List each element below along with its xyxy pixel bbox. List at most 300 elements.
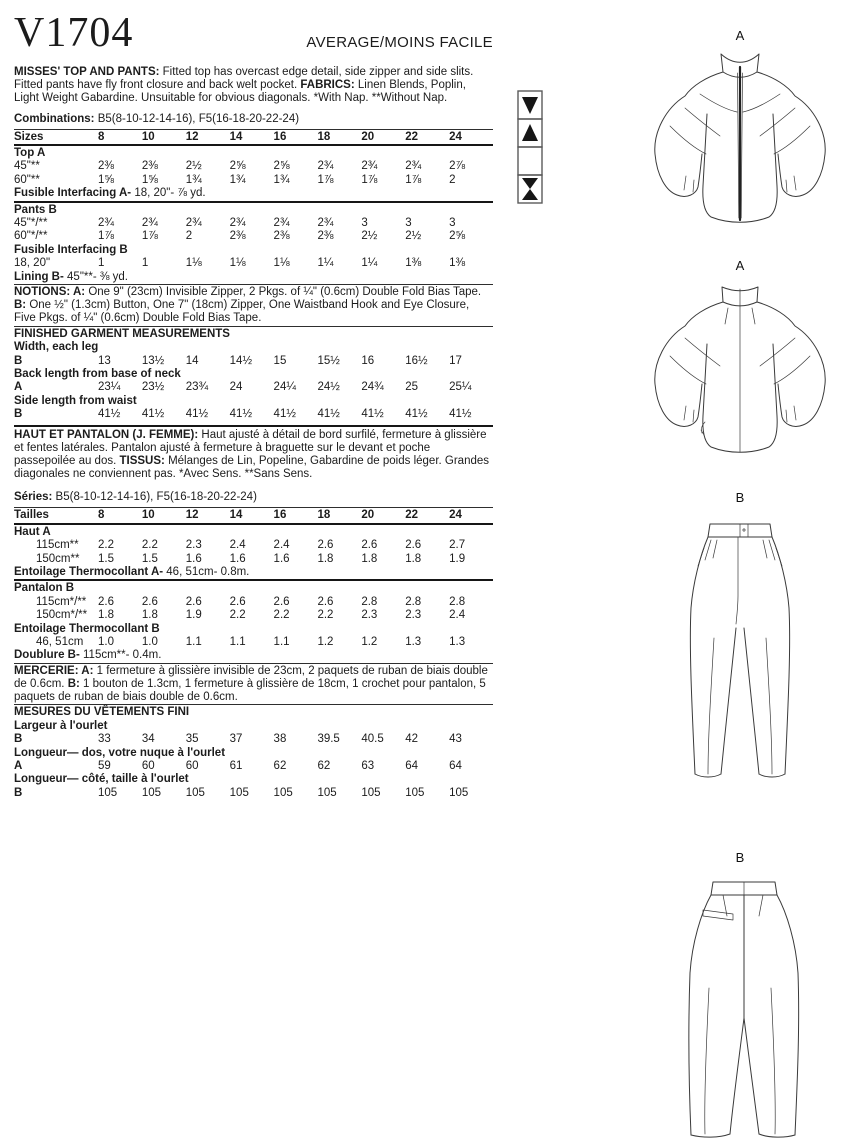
row-values bbox=[98, 230, 493, 243]
table-row bbox=[14, 636, 493, 649]
measure-group-label: Back length from base of neck bbox=[14, 367, 181, 380]
row-values bbox=[98, 217, 493, 230]
table-cell: 18 bbox=[317, 509, 331, 522]
table-cell: 15 bbox=[273, 354, 287, 367]
notions-a-text: One 9" (23cm) Invisible Zipper, 2 Pkgs. of ¼" (0.6cm) Double Fold Bias Tape. bbox=[85, 286, 482, 299]
table-cell: 1⅛ bbox=[229, 257, 246, 270]
table-cell: 41½ bbox=[98, 408, 121, 421]
table-cell: 43 bbox=[449, 733, 462, 746]
table-cell: 2¾ bbox=[317, 160, 334, 173]
interfacing-note-a-label: Fusible Interfacing A- bbox=[14, 187, 132, 200]
description-fr bbox=[14, 425, 493, 482]
table-cell: 1⅜ bbox=[405, 257, 422, 270]
table-cell: 1⅞ bbox=[98, 230, 114, 243]
description-fr-body: Haut ajusté à détail de bord surfilé, fermeture à glissière et fentes latérales. Pantalon ajusté à fermeture à braguette sur le devant et poche passepoilée au dos. bbox=[14, 428, 487, 467]
measure-group-label: Largeur à l'ourlet bbox=[14, 719, 108, 732]
table-cell: 105 bbox=[449, 786, 469, 799]
table-cell: 2¾ bbox=[98, 217, 114, 230]
table-cell: 23¼ bbox=[98, 381, 121, 394]
notions-b-label: B: bbox=[14, 299, 27, 312]
table-cell: 2.6 bbox=[317, 595, 334, 608]
table-cell: 41½ bbox=[317, 408, 340, 421]
table-cell: 2.2 bbox=[273, 609, 290, 622]
info-panel bbox=[14, 6, 493, 800]
table-cell: 1¼ bbox=[361, 257, 378, 270]
mercerie-a-label: A: bbox=[78, 664, 94, 677]
table-cell: 1.1 bbox=[185, 636, 202, 648]
row-label: 45"*/** bbox=[14, 217, 48, 230]
row-label: 45"** bbox=[14, 160, 40, 173]
table-cell: 1.1 bbox=[229, 636, 246, 648]
row-label: B bbox=[14, 408, 23, 421]
table-cell: 1.8 bbox=[141, 609, 158, 622]
notions bbox=[14, 284, 493, 326]
table-row bbox=[14, 609, 493, 622]
table-row bbox=[14, 553, 493, 566]
row-label: B bbox=[14, 733, 23, 746]
table-cell: 2.6 bbox=[405, 539, 422, 552]
table-cell: 3 bbox=[361, 217, 368, 230]
table-cell: 2¾ bbox=[229, 217, 246, 230]
row-label: 115cm*/** bbox=[36, 595, 87, 608]
table-cell: 14 bbox=[185, 354, 199, 367]
table-cell: 1⅛ bbox=[273, 257, 290, 270]
table-cell: 40.5 bbox=[361, 733, 384, 746]
table-cell: 64 bbox=[449, 760, 462, 773]
table-cell: 1.9 bbox=[185, 609, 202, 622]
description-en-body: Fitted top has overcast edge detail, side zipper and side slits. Fitted pants have fly front closure and back welt pocket. bbox=[14, 66, 474, 92]
row-label: 150cm*/** bbox=[36, 609, 88, 622]
lining-note-b-value: 45"**- ⅜ yd. bbox=[63, 270, 128, 283]
row-label: B bbox=[14, 354, 23, 367]
table-cell: 1.8 bbox=[405, 552, 422, 565]
row-label: 46, 51cm bbox=[36, 636, 84, 648]
row-values bbox=[98, 636, 493, 649]
table-cell: 14½ bbox=[229, 354, 253, 367]
table-row bbox=[14, 160, 493, 173]
nap-up-triangle-icon bbox=[522, 124, 538, 141]
table-cell: 2 bbox=[449, 173, 456, 186]
table-cell: 2.3 bbox=[405, 609, 422, 622]
mercerie bbox=[14, 663, 493, 705]
tailles-header-label: Tailles bbox=[14, 509, 49, 522]
table-cell: 1⅝ bbox=[98, 173, 114, 186]
table-cell: 1¼ bbox=[317, 257, 334, 270]
illustration-pants-b-back bbox=[675, 850, 805, 1140]
table-cell: 41½ bbox=[405, 408, 428, 421]
table-cell: 3 bbox=[449, 217, 456, 230]
row-values bbox=[98, 408, 493, 421]
table-cell: 39.5 bbox=[317, 733, 340, 746]
row-label: 60"** bbox=[14, 173, 40, 186]
tailles-header-row bbox=[14, 507, 493, 522]
table-cell: 1.6 bbox=[273, 552, 290, 565]
table-cell: 105 bbox=[141, 786, 162, 799]
measure-group-label: Side length from waist bbox=[14, 394, 137, 407]
table-cell: 105 bbox=[405, 786, 425, 799]
table-row bbox=[14, 230, 493, 243]
entoilage-note-a-value: 46, 51cm- 0.8m. bbox=[163, 565, 250, 578]
table-cell: 13½ bbox=[141, 354, 165, 367]
table-cell: 2.2 bbox=[98, 539, 114, 552]
table-cell: 14 bbox=[229, 509, 243, 522]
table-cell: 2.2 bbox=[229, 609, 246, 622]
top-a-back-drawing bbox=[640, 276, 840, 461]
measure-group-label: Longueur— côté, taille à l'ourlet bbox=[14, 773, 189, 786]
measure-row bbox=[14, 381, 493, 394]
table-cell: 2.8 bbox=[361, 595, 378, 608]
table-cell: 1 bbox=[98, 257, 105, 270]
table-cell: 2¾ bbox=[361, 160, 378, 173]
table-cell: 1.8 bbox=[98, 609, 114, 622]
table-cell: 24 bbox=[229, 381, 243, 394]
sizes-header-values bbox=[98, 131, 493, 144]
row-label: 60"*/** bbox=[14, 230, 48, 243]
fabrics-text-fr: Mélanges de Lin, Popeline, Gabardine de poids léger. Grandes diagonales ne conviennent pas. *Avec Sens. **Sans Sens. bbox=[14, 454, 490, 481]
measure-row bbox=[14, 355, 493, 368]
table-cell: 41½ bbox=[361, 408, 384, 421]
table-cell: 23½ bbox=[141, 381, 165, 394]
table-cell: 2⅝ bbox=[449, 230, 466, 243]
illustration-top-a-back bbox=[640, 258, 840, 461]
table-row bbox=[14, 217, 493, 230]
masthead bbox=[14, 6, 493, 56]
interfacing-note-a-value: 18, 20"- ⅞ yd. bbox=[131, 187, 206, 200]
table-cell: 1¾ bbox=[229, 173, 246, 186]
table-cell: 2⅝ bbox=[229, 160, 246, 173]
row-values bbox=[98, 257, 493, 270]
section-title-haut-a: Haut A bbox=[14, 525, 51, 538]
table-row bbox=[14, 596, 493, 609]
table-cell: 2⅜ bbox=[229, 230, 246, 243]
table-cell: 2.4 bbox=[273, 539, 290, 552]
table-cell: 25 bbox=[405, 381, 419, 394]
pattern-number: V1704 bbox=[14, 10, 134, 56]
table-cell: 22 bbox=[405, 509, 419, 522]
table-cell: 8 bbox=[98, 509, 105, 522]
table-cell: 8 bbox=[98, 130, 105, 143]
notions-b-text: One ½" (1.3cm) Button, One 7" (18cm) Zipper, One Waistband Hook and Eye Closure, Five Pkgs. of ¼" (0.6cm) Double Fold Bias Tape. bbox=[14, 299, 470, 325]
table-cell: 1.2 bbox=[317, 636, 334, 648]
table-cell: 60 bbox=[141, 760, 155, 773]
table-cell: 1.5 bbox=[98, 552, 114, 565]
table-cell: 20 bbox=[361, 509, 375, 522]
table-cell: 24½ bbox=[317, 381, 340, 394]
series-label: Séries: bbox=[14, 491, 53, 504]
section-top-a bbox=[14, 144, 493, 201]
table-cell: 1.0 bbox=[141, 636, 158, 648]
table-cell: 1.3 bbox=[449, 636, 466, 648]
table-cell: 35 bbox=[185, 733, 199, 746]
fabrics-label-en: FABRICS: bbox=[300, 79, 355, 92]
series-value: B5(8-10-12-14-16), F5(16-18-20-22-24) bbox=[52, 491, 257, 504]
nap-down-triangle-icon bbox=[522, 97, 538, 114]
without-nap-hourglass-bottom-icon bbox=[522, 189, 538, 200]
metrage-table-fr bbox=[14, 507, 493, 662]
table-cell: 1.6 bbox=[185, 552, 202, 565]
section-title-pants-b: Pants B bbox=[14, 203, 57, 216]
table-cell: 22 bbox=[405, 130, 419, 143]
table-cell: 1.9 bbox=[449, 552, 466, 565]
measure-group-label: Longueur— dos, votre nuque à l'ourlet bbox=[14, 746, 226, 759]
table-cell: 62 bbox=[317, 760, 331, 773]
entoilage-title-b: Entoilage Thermocollant B bbox=[14, 622, 160, 635]
row-values bbox=[98, 355, 493, 368]
table-cell: 2.8 bbox=[405, 595, 422, 608]
table-row bbox=[14, 257, 493, 270]
doublure-note-b-label: Doublure B- bbox=[14, 649, 80, 662]
row-label: A bbox=[14, 381, 23, 394]
combinations-en bbox=[14, 113, 493, 126]
sizes-header-label: Sizes bbox=[14, 130, 44, 143]
row-values bbox=[98, 760, 493, 773]
table-cell: 2¾ bbox=[185, 217, 202, 230]
table-cell: 18 bbox=[317, 130, 331, 143]
table-cell: 2½ bbox=[405, 230, 422, 243]
section-haut-a bbox=[14, 523, 493, 580]
cutting-layout-symbols bbox=[517, 90, 543, 211]
description-en bbox=[14, 66, 493, 106]
measure-row bbox=[14, 787, 493, 800]
series-fr bbox=[14, 491, 493, 504]
row-values bbox=[98, 160, 493, 173]
table-cell: 2⅜ bbox=[317, 230, 334, 243]
table-cell: 105 bbox=[317, 786, 337, 799]
mercerie-a-text: 1 fermeture à glissière invisible de 23cm, 2 paquets de ruban de biais double de 0.6cm. bbox=[14, 664, 488, 691]
description-fr-lead: HAUT ET PANTALON (J. FEMME): bbox=[14, 428, 199, 441]
table-cell: 1⅞ bbox=[405, 173, 422, 186]
table-cell: 64 bbox=[405, 760, 419, 773]
row-values bbox=[98, 596, 493, 609]
table-cell: 14 bbox=[229, 130, 243, 143]
table-cell: 1⅞ bbox=[141, 230, 158, 243]
table-cell: 41½ bbox=[449, 408, 472, 421]
lining-note-b-label: Lining B- bbox=[14, 270, 64, 283]
table-cell: 1.1 bbox=[273, 636, 290, 648]
section-title-top-a: Top A bbox=[14, 147, 46, 160]
mesures-fr bbox=[14, 704, 493, 800]
without-nap-hourglass-top-icon bbox=[522, 178, 538, 189]
illustration-pants-b-front bbox=[678, 490, 802, 788]
table-cell: 2.7 bbox=[449, 539, 466, 552]
table-cell: 16½ bbox=[405, 354, 428, 367]
finished-measurements-en bbox=[14, 326, 493, 422]
table-cell: 2¾ bbox=[141, 217, 158, 230]
row-values bbox=[98, 174, 493, 187]
row-label: B bbox=[14, 786, 23, 799]
table-cell: 2.6 bbox=[98, 595, 114, 608]
table-cell: 1¾ bbox=[273, 173, 290, 186]
notions-label: NOTIONS: bbox=[14, 286, 71, 299]
table-cell: 105 bbox=[98, 786, 118, 799]
table-cell: 2⅜ bbox=[98, 160, 114, 173]
table-cell: 2.6 bbox=[185, 595, 202, 608]
table-cell: 10 bbox=[141, 130, 155, 143]
finished-title-en: FINISHED GARMENT MEASUREMENTS bbox=[14, 327, 230, 340]
mercerie-b-label: B: bbox=[67, 678, 80, 691]
table-cell: 1¾ bbox=[185, 173, 202, 186]
table-cell: 1.8 bbox=[361, 552, 378, 565]
row-values bbox=[98, 733, 493, 746]
top-a-front-drawing bbox=[640, 46, 840, 231]
table-cell: 105 bbox=[185, 786, 205, 799]
table-cell: 41½ bbox=[185, 408, 209, 421]
row-values bbox=[98, 381, 493, 394]
table-cell: 60 bbox=[185, 760, 199, 773]
table-cell: 1⅞ bbox=[361, 173, 378, 186]
table-cell: 59 bbox=[98, 760, 111, 773]
interfacing-note-a bbox=[14, 187, 493, 200]
table-cell: 2.8 bbox=[449, 595, 466, 608]
mercerie-b-text: 1 bouton de 1.3cm, 1 fermeture à glissière de 18cm, 1 crochet pour pantalon, 5 paquets de ruban de biais double de 0.6cm. bbox=[14, 678, 486, 704]
illustration-top-a-front bbox=[640, 28, 840, 231]
combinations-label: Combinations: bbox=[14, 112, 95, 125]
table-cell: 10 bbox=[141, 509, 155, 522]
measure-row bbox=[14, 733, 493, 746]
table-cell: 33 bbox=[98, 733, 111, 746]
empty-box bbox=[518, 147, 542, 175]
table-cell: 2.6 bbox=[317, 539, 334, 552]
row-label: A bbox=[14, 760, 23, 773]
row-label: 18, 20" bbox=[14, 257, 51, 270]
table-cell: 105 bbox=[273, 786, 293, 799]
table-cell: 2⅜ bbox=[141, 160, 158, 173]
table-cell: 16 bbox=[273, 130, 287, 143]
table-cell: 23¾ bbox=[185, 381, 209, 394]
interfacing-title-b: Fusible Interfacing B bbox=[14, 243, 128, 256]
table-cell: 24¾ bbox=[361, 381, 384, 394]
table-cell: 1.0 bbox=[98, 636, 114, 648]
table-cell: 62 bbox=[273, 760, 287, 773]
table-cell: 1⅞ bbox=[317, 173, 334, 186]
table-cell: 2.6 bbox=[229, 595, 246, 608]
table-cell: 12 bbox=[185, 509, 199, 522]
table-cell: 61 bbox=[229, 760, 243, 773]
table-cell: 13 bbox=[98, 354, 111, 367]
table-cell: 2⅞ bbox=[449, 160, 466, 173]
table-cell: 105 bbox=[229, 786, 249, 799]
table-cell: 3 bbox=[405, 217, 412, 230]
row-values bbox=[98, 539, 493, 552]
combinations-value: B5(8-10-12-14-16), F5(16-18-20-22-24) bbox=[94, 112, 300, 125]
table-cell: 2.3 bbox=[361, 609, 378, 622]
table-cell: 17 bbox=[449, 354, 462, 367]
table-cell: 15½ bbox=[317, 354, 340, 367]
table-cell: 2.4 bbox=[229, 539, 246, 552]
entoilage-note-a bbox=[14, 566, 493, 579]
table-cell: 2⅝ bbox=[273, 160, 290, 173]
table-cell: 1⅛ bbox=[185, 257, 202, 270]
table-cell: 1.8 bbox=[317, 552, 334, 565]
row-label: 115cm** bbox=[36, 539, 79, 552]
table-cell: 24¼ bbox=[273, 381, 296, 394]
row-label: 150cm** bbox=[36, 552, 80, 565]
table-cell: 2.3 bbox=[185, 539, 202, 552]
table-cell: 41½ bbox=[273, 408, 296, 421]
table-cell: 38 bbox=[273, 733, 287, 746]
table-cell: 1.6 bbox=[229, 552, 246, 565]
pants-b-back-drawing bbox=[675, 868, 805, 1140]
table-cell: 2.2 bbox=[141, 539, 158, 552]
difficulty-rating: AVERAGE/MOINS FACILE bbox=[306, 34, 493, 51]
section-title-pantalon-b: Pantalon B bbox=[14, 582, 75, 595]
table-cell: 1 bbox=[141, 257, 149, 270]
table-cell: 2 bbox=[185, 230, 193, 243]
table-cell: 2.6 bbox=[141, 595, 158, 608]
measure-row bbox=[14, 408, 493, 421]
fabrics-label-fr: TISSUS: bbox=[119, 454, 165, 467]
table-cell: 2.6 bbox=[273, 595, 290, 608]
table-cell: 105 bbox=[361, 786, 381, 799]
figure-label-pants-b-front: B bbox=[735, 490, 745, 505]
row-values bbox=[98, 609, 493, 622]
table-cell: 2.4 bbox=[449, 609, 466, 622]
table-cell: 24 bbox=[449, 509, 462, 522]
figure-label-pants-b-back: B bbox=[735, 850, 745, 865]
table-cell: 25¼ bbox=[449, 381, 472, 394]
table-cell: 34 bbox=[141, 733, 155, 746]
row-values bbox=[98, 787, 493, 800]
doublure-note-b bbox=[14, 649, 493, 662]
lining-note-b bbox=[14, 271, 493, 284]
table-cell: 2.2 bbox=[317, 609, 334, 622]
table-cell: 41½ bbox=[229, 408, 253, 421]
table-cell: 1.5 bbox=[141, 552, 158, 565]
yardage-table-en bbox=[14, 129, 493, 284]
table-cell: 1.3 bbox=[405, 636, 422, 648]
figure-label-top-a-front: A bbox=[735, 28, 745, 43]
tailles-header-values bbox=[98, 509, 493, 522]
table-cell: 2¾ bbox=[317, 217, 334, 230]
table-cell: 2⅜ bbox=[273, 230, 290, 243]
table-cell: 2½ bbox=[361, 230, 378, 243]
entoilage-note-a-label: Entoilage Thermocollant A- bbox=[14, 565, 164, 578]
table-cell: 37 bbox=[229, 733, 243, 746]
measure-group-label: Width, each leg bbox=[14, 341, 99, 354]
table-cell: 16 bbox=[361, 354, 375, 367]
description-en-lead: MISSES' TOP AND PANTS: bbox=[14, 66, 160, 78]
table-cell: 41½ bbox=[141, 408, 165, 421]
figure-label-top-a-back: A bbox=[735, 258, 745, 273]
table-cell: 1.2 bbox=[361, 636, 378, 648]
table-cell: 12 bbox=[185, 130, 199, 143]
table-cell: 20 bbox=[361, 130, 375, 143]
doublure-note-b-value: 115cm**- 0.4m. bbox=[79, 649, 162, 662]
measure-row bbox=[14, 760, 493, 773]
table-cell: 42 bbox=[405, 733, 419, 746]
section-pants-b bbox=[14, 201, 493, 284]
notions-a-label: A: bbox=[70, 286, 86, 299]
row-values bbox=[98, 553, 493, 566]
table-cell: 2¾ bbox=[273, 217, 290, 230]
sizes-header-row bbox=[14, 129, 493, 144]
table-row bbox=[14, 174, 493, 187]
table-cell: 63 bbox=[361, 760, 375, 773]
fabrics-text-en: Linen Blends, Poplin, Light Weight Gabardine. Unsuitable for obvious diagonals. *With Nap. **Without Nap. bbox=[14, 79, 466, 105]
table-cell: 2½ bbox=[185, 160, 202, 173]
mesures-title-fr: MESURES DU VÊTEMENTS FINI bbox=[14, 706, 190, 719]
table-row bbox=[14, 539, 493, 552]
mercerie-label: MERCERIE: bbox=[14, 664, 79, 677]
table-cell: 24 bbox=[449, 130, 462, 143]
table-cell: 1⅜ bbox=[449, 257, 466, 270]
table-cell: 2¾ bbox=[405, 160, 422, 173]
section-pantalon-b bbox=[14, 579, 493, 662]
table-cell: 1⅝ bbox=[141, 173, 158, 186]
pants-b-front-drawing bbox=[678, 508, 802, 788]
table-cell: 2.6 bbox=[361, 539, 378, 552]
table-cell: 16 bbox=[273, 509, 287, 522]
